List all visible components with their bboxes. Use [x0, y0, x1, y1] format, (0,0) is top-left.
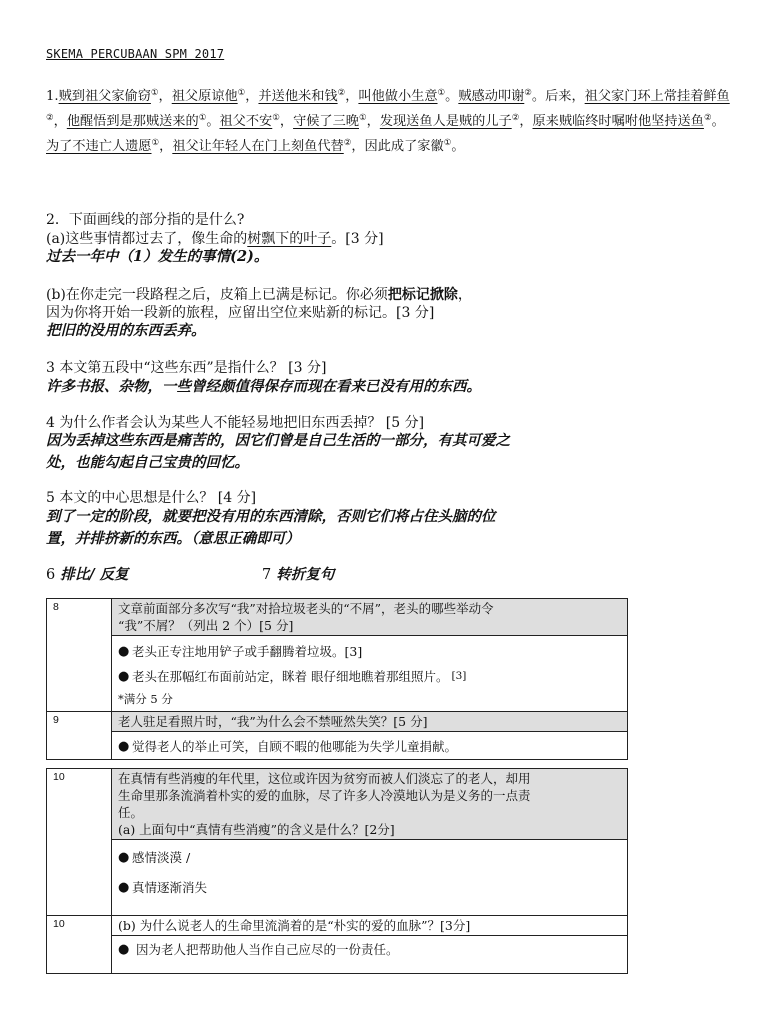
q1-point-5: 贼感动叩谢 — [458, 89, 525, 104]
row-10a-bullet-2 — [118, 879, 621, 896]
q1-point-10: 发现送鱼人是贼的儿子 — [379, 114, 512, 129]
q7-answer-row — [262, 563, 334, 584]
q1-punct-8: ， — [279, 114, 294, 129]
row-10a-question-line: (a) 上面句中“真情有些消瘦”的含义是什么？[2分] — [118, 822, 395, 837]
row-10b-number: 10 — [47, 916, 112, 974]
q4-question: 4 为什么作者会认为某些人不能轻易地把旧东西丢掉？ [5 分] — [46, 415, 425, 431]
row-8-bullet-2 — [118, 668, 621, 685]
bullet-icon: ● — [118, 850, 130, 865]
bullet-icon: ● — [118, 942, 130, 957]
document-title: SKEMA PERCUBAAN SPM 2017 — [46, 47, 225, 61]
row-10a-passage-line-3: 任。 — [118, 805, 144, 820]
q1-mark-2: ① — [237, 88, 246, 98]
q2b-question-line-1 — [46, 286, 472, 305]
q1-punct-1: ， — [158, 89, 172, 104]
row-10a-question — [112, 769, 628, 840]
q1-punct-10: ， — [519, 114, 533, 129]
q3-question: 3 本文第五段中“这些东西”是指什么？ [3 分] — [46, 360, 327, 376]
row-8-note: *满分 5 分 — [118, 692, 173, 706]
q1-punct-4: 。 — [445, 89, 459, 104]
q1-mark-11: ② — [703, 113, 712, 123]
q1-mark-1: ① — [150, 88, 159, 98]
q1-mark-8: ① — [272, 113, 280, 123]
q7-answer: 转折复句 — [276, 566, 335, 583]
q2a-question-pre: (a)这些事情都过去了，像生命的 — [46, 231, 248, 247]
q1-punct-5: 。后来， — [531, 89, 585, 104]
row-8-bullet-1 — [118, 643, 621, 660]
q2a-underlined-phrase: 树飘下的叶子 — [247, 231, 332, 247]
row-8-bullet-1-text: 老头正专注地用铲子或手翻腾着垃圾。[3] — [132, 644, 363, 659]
row-9-answers — [112, 732, 628, 760]
q1-point-13: 祖父让年轻人在门上刻鱼代替 — [172, 139, 344, 154]
q1-mark-3: ② — [337, 88, 346, 98]
q1-mark-10: ② — [511, 113, 520, 123]
row-10a-bullet-1-text: 感情淡漠 / — [132, 850, 191, 865]
q1-mark-7: ① — [198, 113, 207, 123]
row-9-bullet-1-text: 觉得老人的举止可笑，自顾不暇的他哪能为失学儿童捐献。 — [132, 739, 458, 754]
q6-number: 6 — [46, 567, 56, 583]
row-9-number: 9 — [47, 712, 112, 760]
q1-point-4: 叫他做小生意 — [358, 89, 438, 104]
q1-point-12: 为了不违亡人遗愿 — [46, 139, 152, 154]
q1-punct-11: 。 — [711, 114, 725, 129]
q1-mark-4: ① — [437, 88, 446, 98]
q2a-question-post: 。[3 分] — [331, 231, 384, 247]
q7-number: 7 — [262, 567, 272, 583]
row-10b-answers — [112, 936, 628, 974]
q2a-answer: 过去一年中（1）发生的事情(2)。 — [46, 248, 269, 265]
q4-answer-line-2: 处，也能勾起自己宝贵的回忆。 — [46, 454, 249, 471]
q1-point-2: 祖父原谅他 — [171, 89, 238, 104]
q1-point-9: 守候了三晚 — [293, 114, 359, 129]
q1-punct-13: ，因此成了家徽 — [351, 139, 444, 154]
row-10b-bullet-1 — [118, 941, 621, 958]
row-10b-question: (b) 为什么说老人的生命里流淌着的是“朴实的爱的血脉”？[3分] — [112, 916, 628, 936]
q4-answer-line-1: 因为丢掉这些东西是痛苦的，因它们曾是自己生活的一部分，有其可爱之 — [46, 432, 510, 449]
row-8-answers — [112, 636, 628, 712]
row-10b-bullet-1-text: 因为老人把帮助他人当作自己应尽的一份责任。 — [136, 942, 399, 957]
q1-punct-6: ， — [53, 114, 67, 129]
row-8-number: 8 — [47, 599, 112, 712]
q2b-question-pre: (b)在你走完一段路程之后，皮箱上已满是标记。你必须 — [46, 287, 388, 303]
row-8-question-line-2: “我”不屑？（列出 2 个）[5 分] — [118, 618, 294, 633]
q2b-question-post: ， — [457, 287, 472, 303]
q3-answer: 许多书报、杂物，一些曾经颇值得保存而现在看来已没有用的东西。 — [46, 378, 481, 395]
row-10a-passage-line-1: 在真情有些消瘦的年代里，这位或许因为贫穷而被人们淡忘了的老人，却用 — [118, 771, 531, 786]
row-8-bullet-2-mark: [3] — [451, 670, 467, 682]
q1-mark-5: ② — [524, 88, 532, 98]
q1-point-1: 贼到祖父家偷窃 — [58, 89, 151, 104]
row-9-question: 老人驻足看照片时，“我”为什么会不禁哑然失笑？[5 分] — [112, 712, 628, 732]
row-10a-number: 10 — [47, 769, 112, 916]
q1-point-3: 并送他米和钱 — [258, 89, 338, 104]
q5-answer-line-2: 置，并排挤新的东西。（意思正确即可） — [46, 530, 300, 547]
q6-answer-row — [46, 563, 129, 584]
q1-point-6: 祖父家门环上常挂着鲜鱼 — [584, 89, 730, 104]
q5-answer-line-1: 到了一定的阶段，就要把没有用的东西清除，否则它们将占住头脑的位 — [46, 508, 496, 525]
answer-table-10 — [46, 768, 628, 974]
q1-point-7: 他醒悟到是那贼送来的 — [66, 114, 199, 129]
q1-punct-3: ， — [345, 89, 359, 104]
q1-mark-12: ① — [151, 138, 160, 148]
q1-punct-7: 。 — [206, 114, 220, 129]
q2-question: 2．下面画线的部分指的是什么? — [46, 212, 245, 228]
bullet-icon: ● — [118, 644, 130, 659]
row-10a-passage-line-2: 生命里那条流淌着朴实的爱的血脉，尽了许多人冷漠地认为是义务的一点责 — [118, 788, 531, 803]
answer-table-8-9 — [46, 598, 628, 760]
q1-punct-12: ， — [159, 139, 173, 154]
q1-mark-9: ① — [359, 113, 367, 123]
row-8-question-line-1: 文章前面部分多次写“我”对拾垃圾老头的“不屑”，老头的哪些举动令 — [118, 601, 494, 616]
row-10a-bullet-1 — [118, 849, 621, 866]
row-9-bullet-1 — [118, 738, 621, 755]
q1-mark-14: ① — [443, 138, 452, 148]
row-8-question — [112, 599, 628, 636]
q1-punct-2: ， — [245, 89, 259, 104]
q1-number: 1. — [46, 89, 59, 104]
q5-question: 5 本文的中心思想是什么？ [4 分] — [46, 490, 257, 506]
q1-point-11: 原来贼临终时嘱咐他坚持送鱼 — [532, 114, 704, 129]
q2b-answer: 把旧的没用的东西丢弃。 — [46, 322, 206, 339]
bullet-icon: ● — [118, 880, 130, 895]
q2b-question-line-2: 因为你将开始一段新的旅程，应留出空位来贴新的标记。[3 分] — [46, 305, 435, 321]
row-10a-answers — [112, 840, 628, 916]
bullet-icon: ● — [118, 669, 130, 684]
row-8-bullet-2-text: 老头在那幅红布面前站定，眯着 眼仔细地瞧着那组照片。 — [132, 669, 449, 684]
q1-point-8: 祖父不安 — [219, 114, 273, 129]
q2b-bold-phrase: 把标记掀除 — [387, 287, 458, 303]
q6-answer: 排比/ 反复 — [60, 566, 129, 583]
q1-punct-14: 。 — [451, 139, 465, 154]
row-10a-bullet-2-text: 真情逐渐消失 — [132, 880, 208, 895]
q1-mark-6: ② — [46, 113, 54, 123]
answer-1-paragraph — [46, 84, 730, 159]
q1-punct-9: ， — [366, 114, 380, 129]
bullet-icon: ● — [118, 739, 130, 754]
q1-mark-13: ② — [343, 138, 352, 148]
